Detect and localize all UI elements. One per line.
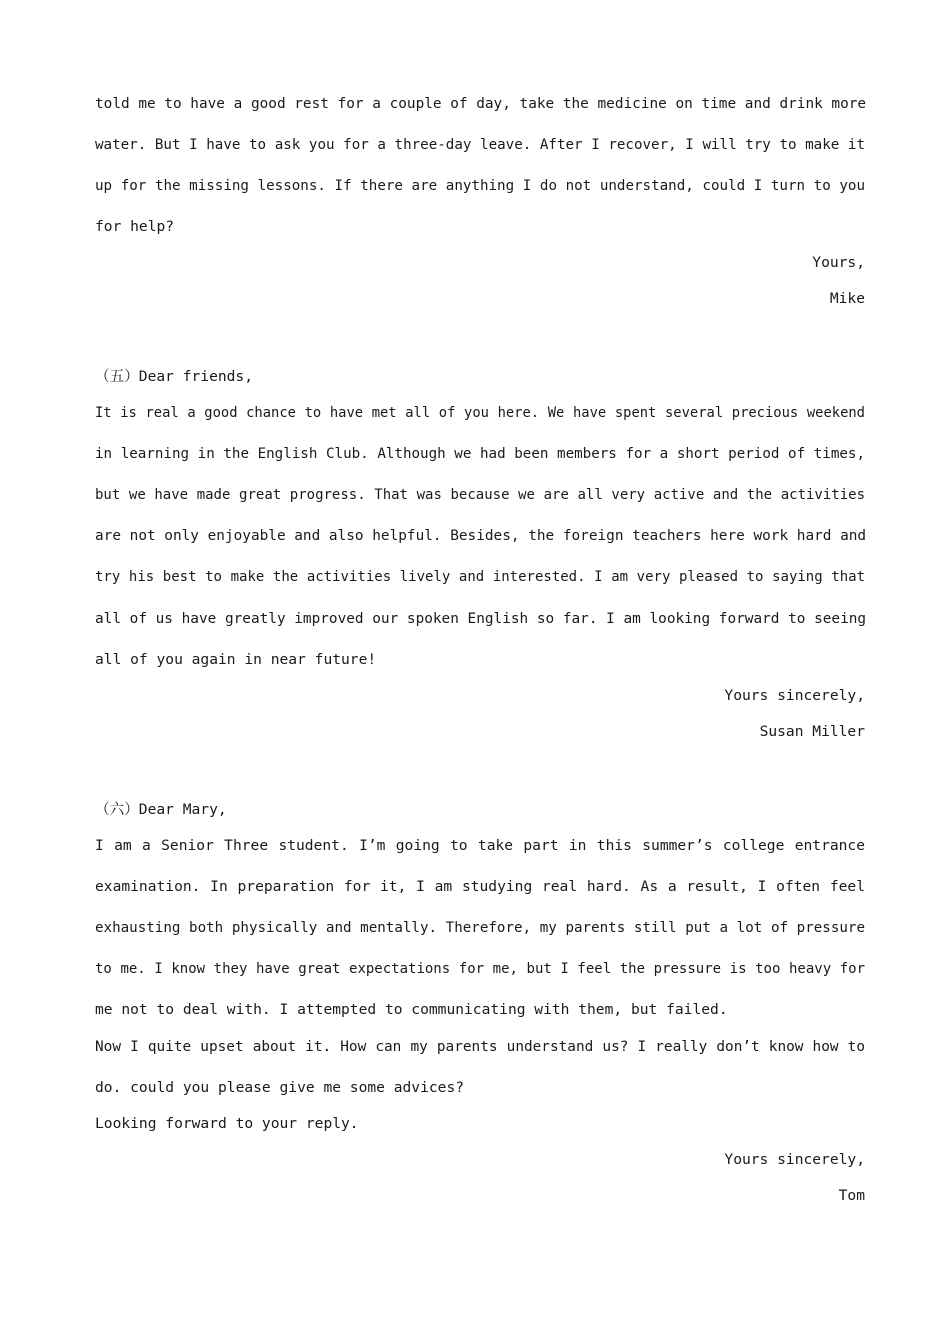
body-line: I am a Senior Three student. I’m going to take part in this summer’s college entrance [95, 837, 865, 854]
body-line: told me to have a good rest for a couple of day, take the medicine on time and drink more [95, 96, 867, 112]
body-line: Now I quite upset about it. How can my parents understand us? I really don’t know how to [95, 1039, 865, 1055]
body-line: me not to deal with. I attempted to communicating with them, but failed. [95, 1001, 728, 1018]
body-line: are not only enjoyable and also helpful. Besides, the foreign teachers here work hard and [95, 528, 867, 544]
letter-closing: Yours sincerely, [724, 1151, 865, 1168]
body-line: water. But I have to ask you for a three-day leave. After I recover, I will try to make it [95, 137, 865, 153]
letter-signature: Mike [829, 290, 865, 307]
body-line: examination. In preparation for it, I am studying real hard. As a result, I often feel [95, 878, 865, 895]
body-line: in learning in the English Club. Although we had been members for a short period of times, [95, 446, 865, 462]
body-line: to me. I know they have great expectations for me, but I feel the pressure is too heavy for [95, 961, 865, 977]
letter-signature: Susan Miller [759, 723, 865, 740]
body-line: try his best to make the activities lively and interested. I am very pleased to saying that [95, 569, 865, 585]
body-line: all of you again in near future! [95, 651, 377, 668]
body-line: do. could you please give me some advices? [95, 1079, 465, 1096]
letter-signature: Tom [838, 1187, 865, 1204]
letter-heading: （六）Dear Mary, [95, 801, 227, 818]
body-line: exhausting both physically and mentally. Therefore, my parents still put a lot of pressure [95, 920, 865, 936]
body-line: but we have made great progress. That was because we are all very active and the activities [95, 487, 865, 503]
body-line: It is real a good chance to have met all of you here. We have spent several precious weekend [95, 405, 865, 421]
letter-closing: Yours sincerely, [724, 687, 865, 704]
body-line: all of us have greatly improved our spoken English so far. I am looking forward to seeing [95, 611, 867, 627]
letter-heading: （五）Dear friends, [95, 368, 254, 385]
letter-closing: Yours, [812, 254, 865, 271]
closing-line: Looking forward to your reply. [95, 1115, 359, 1132]
body-line: up for the missing lessons. If there are anything I do not understand, could I turn to you [95, 178, 865, 194]
body-line: for help? [95, 218, 175, 235]
